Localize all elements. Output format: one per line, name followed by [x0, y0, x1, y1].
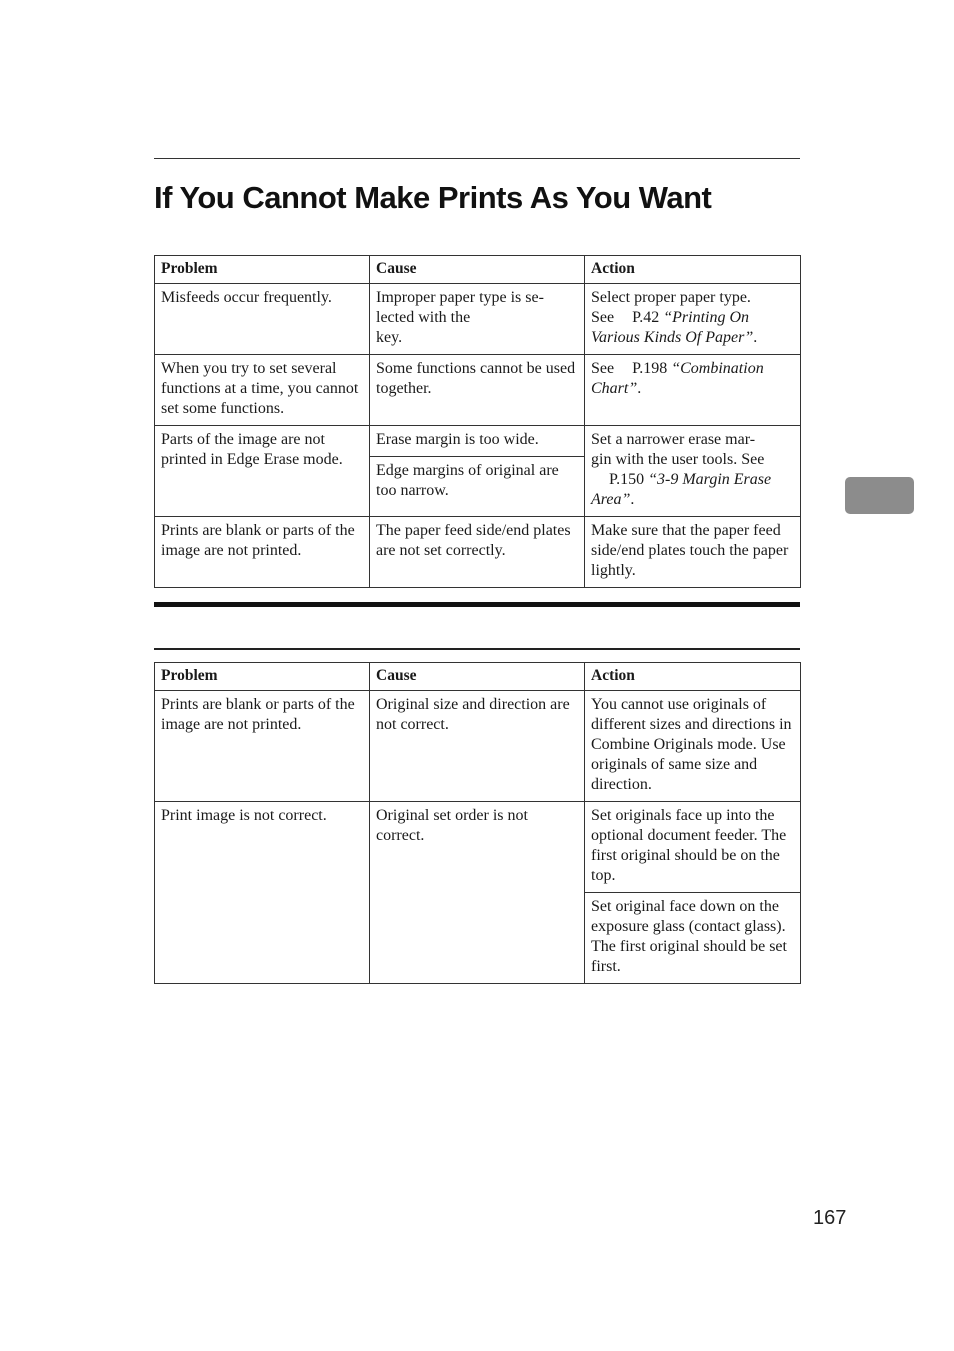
- action-line: Select proper paper type.: [591, 289, 751, 306]
- page-reference: P.150: [609, 471, 645, 488]
- cause-line: lected with the: [376, 309, 471, 326]
- page-title: If You Cannot Make Prints As You Want: [154, 180, 712, 215]
- table-header-row: [155, 663, 801, 691]
- problem-cell: When you try to set several functions at a time, you cannot set some functions.: [155, 355, 370, 426]
- problem-cell: Parts of the image are not printed in Edge Erase mode.: [155, 426, 370, 517]
- cause-line: Improper paper type is se-: [376, 289, 544, 306]
- table-row: [155, 802, 801, 893]
- cause-cell: Edge margins of original are too narrow.: [370, 457, 585, 517]
- action-line: Set a narrower erase mar-: [591, 431, 756, 448]
- problem-cell: Prints are blank or parts of the image are not printed.: [155, 517, 370, 588]
- reference-title: Chart”: [591, 380, 638, 397]
- page-reference: P.42: [632, 309, 660, 326]
- cause-cell: Original set order is not correct.: [370, 802, 585, 984]
- section-divider-thick: [154, 602, 800, 607]
- troubleshooting-table-1: [154, 255, 801, 588]
- reference-title: “3-9 Margin Erase: [648, 471, 772, 488]
- table-row: [155, 691, 801, 802]
- table-row: [155, 426, 801, 457]
- table-row: [155, 284, 801, 355]
- header-cause: Cause: [370, 256, 585, 284]
- reference-title: Various Kinds Of Paper”: [591, 329, 754, 346]
- reference-title: “Printing On: [663, 309, 750, 326]
- punctuation: .: [637, 380, 642, 397]
- problem-cell: Prints are blank or parts of the image are not printed.: [155, 691, 370, 802]
- punctuation: .: [753, 329, 758, 346]
- action-line: gin with the user tools. See: [591, 451, 765, 468]
- reference-title: Area”: [591, 491, 631, 508]
- header-problem: Problem: [155, 256, 370, 284]
- reference-title: “Combination: [671, 360, 764, 377]
- action-cell: Make sure that the paper feed side/end plates touch the paper lightly.: [585, 517, 801, 588]
- see-label: See: [591, 309, 615, 326]
- table-header-row: [155, 256, 801, 284]
- header-problem: Problem: [155, 663, 370, 691]
- action-cell: You cannot use originals of different sizes and directions in Combine Originals mode. Use originals of same size and direction.: [585, 691, 801, 802]
- see-label: See: [591, 360, 615, 377]
- section-divider-thin: [154, 648, 800, 650]
- action-cell: Set original face down on the exposure glass (contact glass). The first original should be set first.: [585, 893, 801, 984]
- problem-cell: Misfeeds occur frequently.: [155, 284, 370, 355]
- header-action: Action: [585, 663, 801, 691]
- cause-cell: [370, 284, 585, 355]
- cause-cell: Some functions cannot be used together.: [370, 355, 585, 426]
- cause-cell: Original size and direction are not correct.: [370, 691, 585, 802]
- cause-cell: Erase margin is too wide.: [370, 426, 585, 457]
- troubleshooting-table-2: [154, 662, 801, 984]
- table-row: [155, 355, 801, 426]
- header-cause: Cause: [370, 663, 585, 691]
- action-cell: [585, 284, 801, 355]
- header-action: Action: [585, 256, 801, 284]
- punctuation: .: [630, 491, 635, 508]
- chapter-tab: [845, 477, 914, 514]
- action-cell: [585, 355, 801, 426]
- cause-line: key.: [376, 329, 403, 346]
- action-cell: Set originals face up into the optional document feeder. The first original should be on the top.: [585, 802, 801, 893]
- cause-cell: The paper feed side/end plates are not set correctly.: [370, 517, 585, 588]
- table-row: [155, 517, 801, 588]
- page-reference: P.198: [632, 360, 668, 377]
- problem-cell: Print image is not correct.: [155, 802, 370, 984]
- action-cell: [585, 426, 801, 517]
- page-number: 167: [813, 1207, 847, 1229]
- top-rule: [154, 158, 800, 159]
